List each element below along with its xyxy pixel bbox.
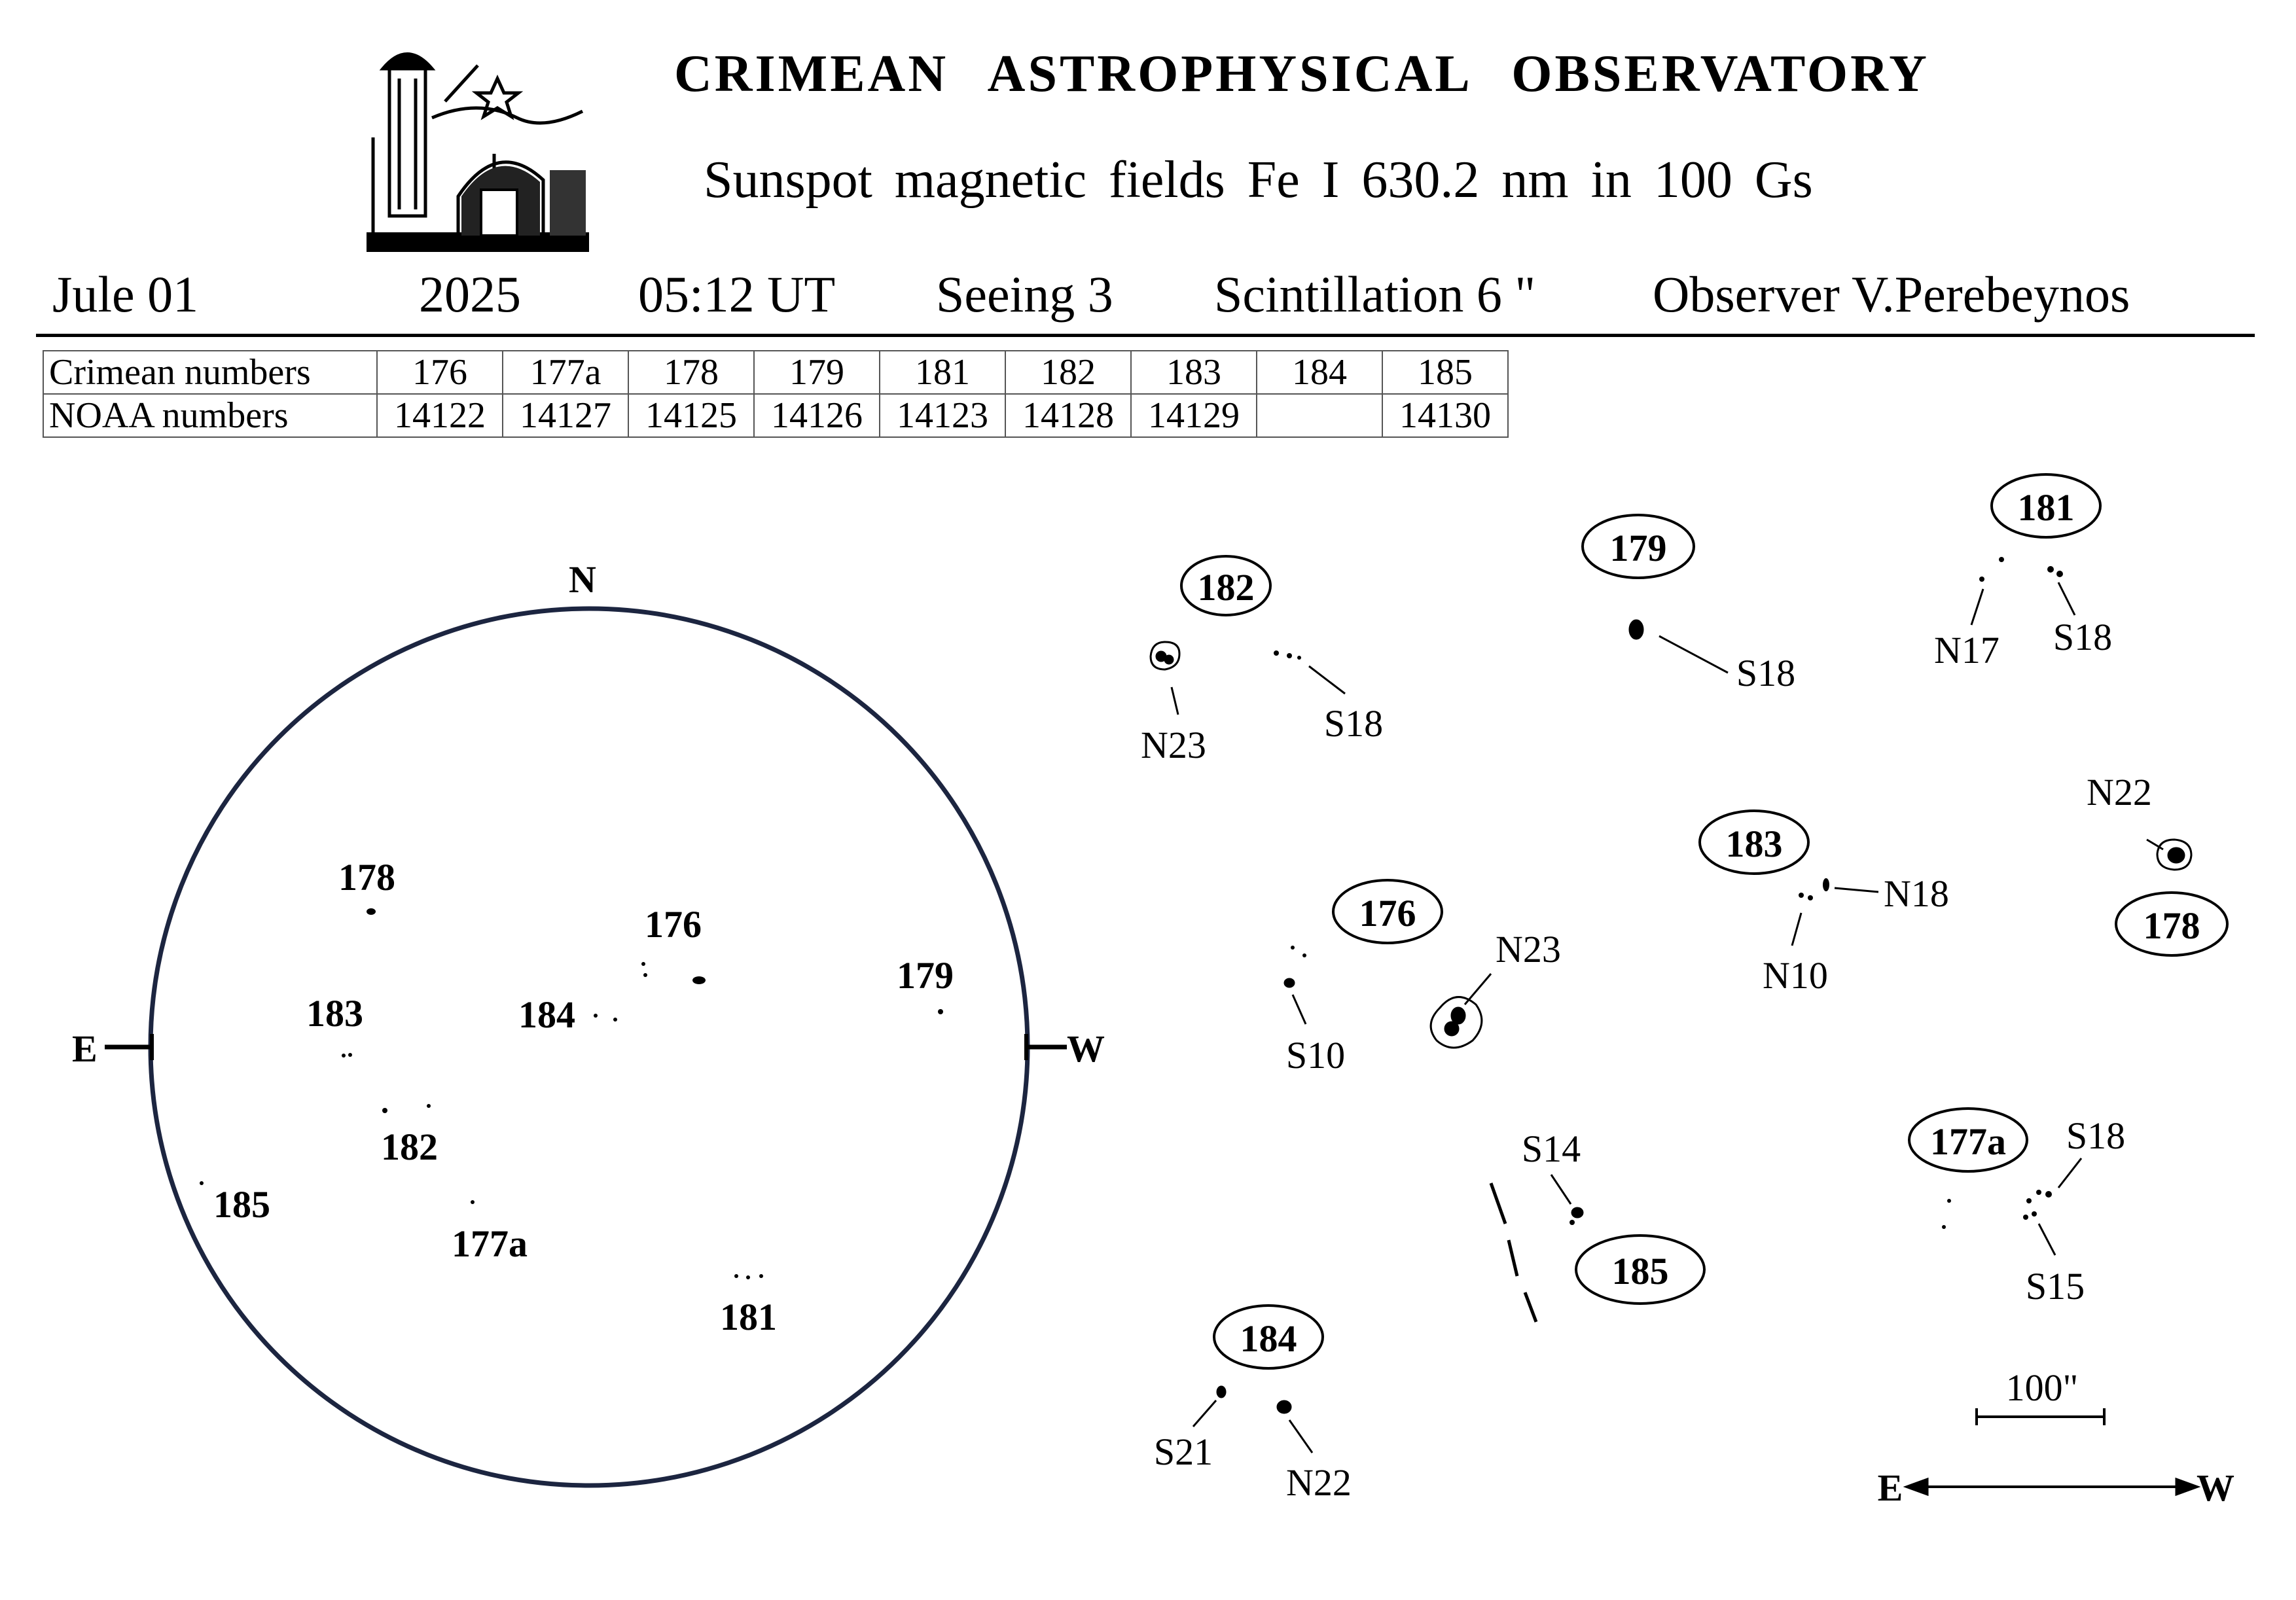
detail-183-label: 183 [1725, 823, 1783, 865]
disk-label-176: 176 [645, 903, 702, 946]
detail-183-pol-0: N18 [1884, 872, 1949, 915]
disk-label-185: 185 [213, 1183, 270, 1226]
detail-184-pol-0: S21 [1153, 1431, 1213, 1473]
noaa-cell: 14122 [377, 394, 503, 437]
detail-182-label: 182 [1197, 566, 1255, 609]
solar-disk [72, 558, 1105, 1485]
noaa-cell: 14125 [628, 394, 754, 437]
scintillation-value: Scintillation 6 " [1214, 266, 1536, 323]
arrow-west-label: W [2197, 1467, 2234, 1509]
observation-year: 2025 [419, 266, 521, 323]
detail-185-pol-0: S14 [1521, 1128, 1581, 1170]
disk-east-label: E [72, 1027, 98, 1070]
disk-spot-185 [200, 1181, 204, 1185]
detail-178-pol-0: N22 [2087, 771, 2152, 813]
crimean-cell: 183 [1131, 351, 1257, 394]
observation-time: 05:12 UT [638, 266, 836, 323]
disk-spot-182 [382, 1108, 387, 1113]
crimean-cell: 177a [503, 351, 628, 394]
crimean-cell: 176 [377, 351, 503, 394]
detail-184-pol-1: N22 [1286, 1461, 1352, 1504]
disk-label-183: 183 [306, 992, 363, 1035]
noaa-label: NOAA numbers [43, 394, 377, 437]
detail-184-label: 184 [1240, 1317, 1297, 1360]
scale-bar [1977, 1408, 2104, 1425]
disk-spot-176 [692, 976, 706, 984]
disk-outline [151, 609, 1028, 1485]
chart-subtitle: Sunspot magnetic fields Fe I 630.2 nm in 100 Gs [704, 151, 1813, 209]
noaa-cell: 14123 [880, 394, 1005, 437]
detail-179-pol-0: S18 [1736, 652, 1796, 694]
detail-176-pol-1: S10 [1285, 1034, 1346, 1076]
east-west-arrow [1906, 1479, 2198, 1495]
detail-182-pol-1: S18 [1323, 702, 1384, 745]
disk-spot-179 [938, 1009, 943, 1014]
detail-181-pol-0: N17 [1934, 629, 2000, 671]
observer-name: Observer V.Perebeynos [1653, 266, 2130, 323]
detail-177a-pol-0: S18 [2066, 1114, 2126, 1157]
disk-label-179: 179 [897, 954, 954, 997]
crimean-cell: 179 [754, 351, 880, 394]
detail-labels [1141, 486, 2234, 1509]
detail-185 [1491, 1175, 1704, 1322]
crimean-cell: 182 [1005, 351, 1131, 394]
seeing-value: Seeing 3 [936, 266, 1113, 323]
crimean-cell: 184 [1257, 351, 1382, 394]
disk-label-182: 182 [381, 1126, 438, 1168]
disk-spot-178 [367, 908, 376, 915]
noaa-cell: 14127 [503, 394, 628, 437]
disk-north-label: N [569, 558, 596, 601]
detail-177a-label: 177a [1930, 1120, 2006, 1163]
disk-spot-181 [734, 1274, 738, 1278]
noaa-cell: 14128 [1005, 394, 1131, 437]
detail-177a-pol-1: S15 [2025, 1265, 2085, 1307]
disk-spot-183 [342, 1054, 346, 1058]
noaa-cell: 14130 [1382, 394, 1508, 437]
crimean-label: Crimean numbers [43, 351, 377, 394]
detail-185-label: 185 [1611, 1250, 1669, 1292]
detail-176-label: 176 [1359, 892, 1416, 934]
detail-179-label: 179 [1609, 527, 1667, 569]
detail-176-pol-0: N23 [1496, 928, 1561, 970]
observatory-title: CRIMEAN ASTROPHYSICAL OBSERVATORY [674, 45, 1929, 103]
noaa-cell: 14126 [754, 394, 880, 437]
disk-spot-176-f [641, 962, 645, 966]
disk-spots [200, 908, 943, 1279]
detail-181-pol-1: S18 [2053, 616, 2113, 658]
disk-west-label: W [1067, 1027, 1105, 1070]
arrow-east-label: E [1877, 1467, 1903, 1509]
disk-label-184: 184 [518, 993, 575, 1036]
crimean-cell: 185 [1382, 351, 1508, 394]
detail-182-pol-0: N23 [1141, 724, 1206, 766]
detail-181-label: 181 [2017, 486, 2075, 529]
detail-183-pol-1: N10 [1763, 954, 1828, 997]
disk-label-177a: 177a [452, 1222, 528, 1265]
disk-label-181: 181 [720, 1296, 777, 1338]
noaa-cell: 14129 [1131, 394, 1257, 437]
crimean-cell: 181 [880, 351, 1005, 394]
disk-spot-184 [594, 1014, 598, 1018]
disk-spot-177a [471, 1200, 475, 1204]
scale-label: 100" [2005, 1366, 2079, 1409]
crimean-cell: 178 [628, 351, 754, 394]
detail-178-label: 178 [2143, 904, 2200, 947]
disk-label-178: 178 [338, 856, 395, 898]
observation-date: Jule 01 [52, 266, 199, 323]
